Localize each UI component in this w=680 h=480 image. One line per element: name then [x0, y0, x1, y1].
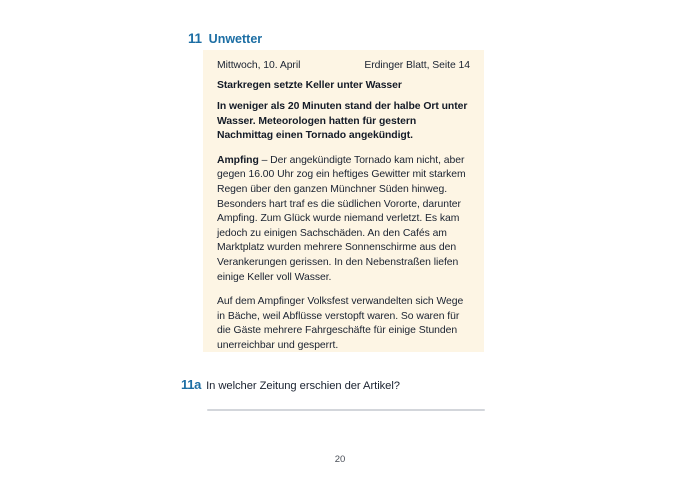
exercise-heading [188, 31, 262, 46]
exercise-title: Unwetter [208, 32, 263, 46]
page-number: 20 [334, 454, 346, 465]
article-source: Erdinger Blatt, Seite 14 [364, 60, 470, 71]
question-number: 11a [181, 377, 202, 392]
article-headline: Starkregen setzte Keller unter Wasser [217, 80, 402, 91]
article-paragraph [217, 295, 470, 353]
article-lead: In weniger als 20 Minuten stand der halbe Ort unter Wasser. Meteorologen hatten für gestern Nachmittag einen Tornado angekündigt. [217, 101, 468, 142]
question-11a [181, 377, 400, 392]
answer-input-line[interactable] [207, 409, 485, 411]
newspaper-article-box [203, 50, 484, 352]
article-date: Mittwoch, 10. April [217, 60, 301, 71]
article-paragraph-text: – Der angekündigte Tornado kam nicht, aber gegen 16.00 Uhr zog ein heftiges Gewitter mit starkem Regen über den ganzen Münchner Süden hinweg. Besonders hart traf es die südlichen Vororte, darunter Ampfing. Zum Glück wurde niemand verletzt. Es kam jedoch zu einigen Sachschäden. An den Cafés am Marktplatz wurden mehrere Sonnenschirme aus den Verankerungen gerissen. In den Nebenstraßen liefen einige Keller voll Wasser. [217, 154, 466, 283]
article-dateline: Ampfing [217, 154, 259, 166]
article-paragraph [217, 154, 470, 285]
article-meta-row [217, 60, 470, 71]
exercise-number: 11 [188, 31, 202, 46]
article-paragraph-text: Auf dem Ampfinger Volksfest verwandelten sich Wege in Bäche, weil Abflüsse verstopft waren. So waren für die Gäste mehrere Fahrgeschäfte für einige Stunden unerreichbar und gesperrt. [217, 296, 464, 351]
question-text: In welcher Zeitung erschien der Artikel? [206, 380, 400, 392]
